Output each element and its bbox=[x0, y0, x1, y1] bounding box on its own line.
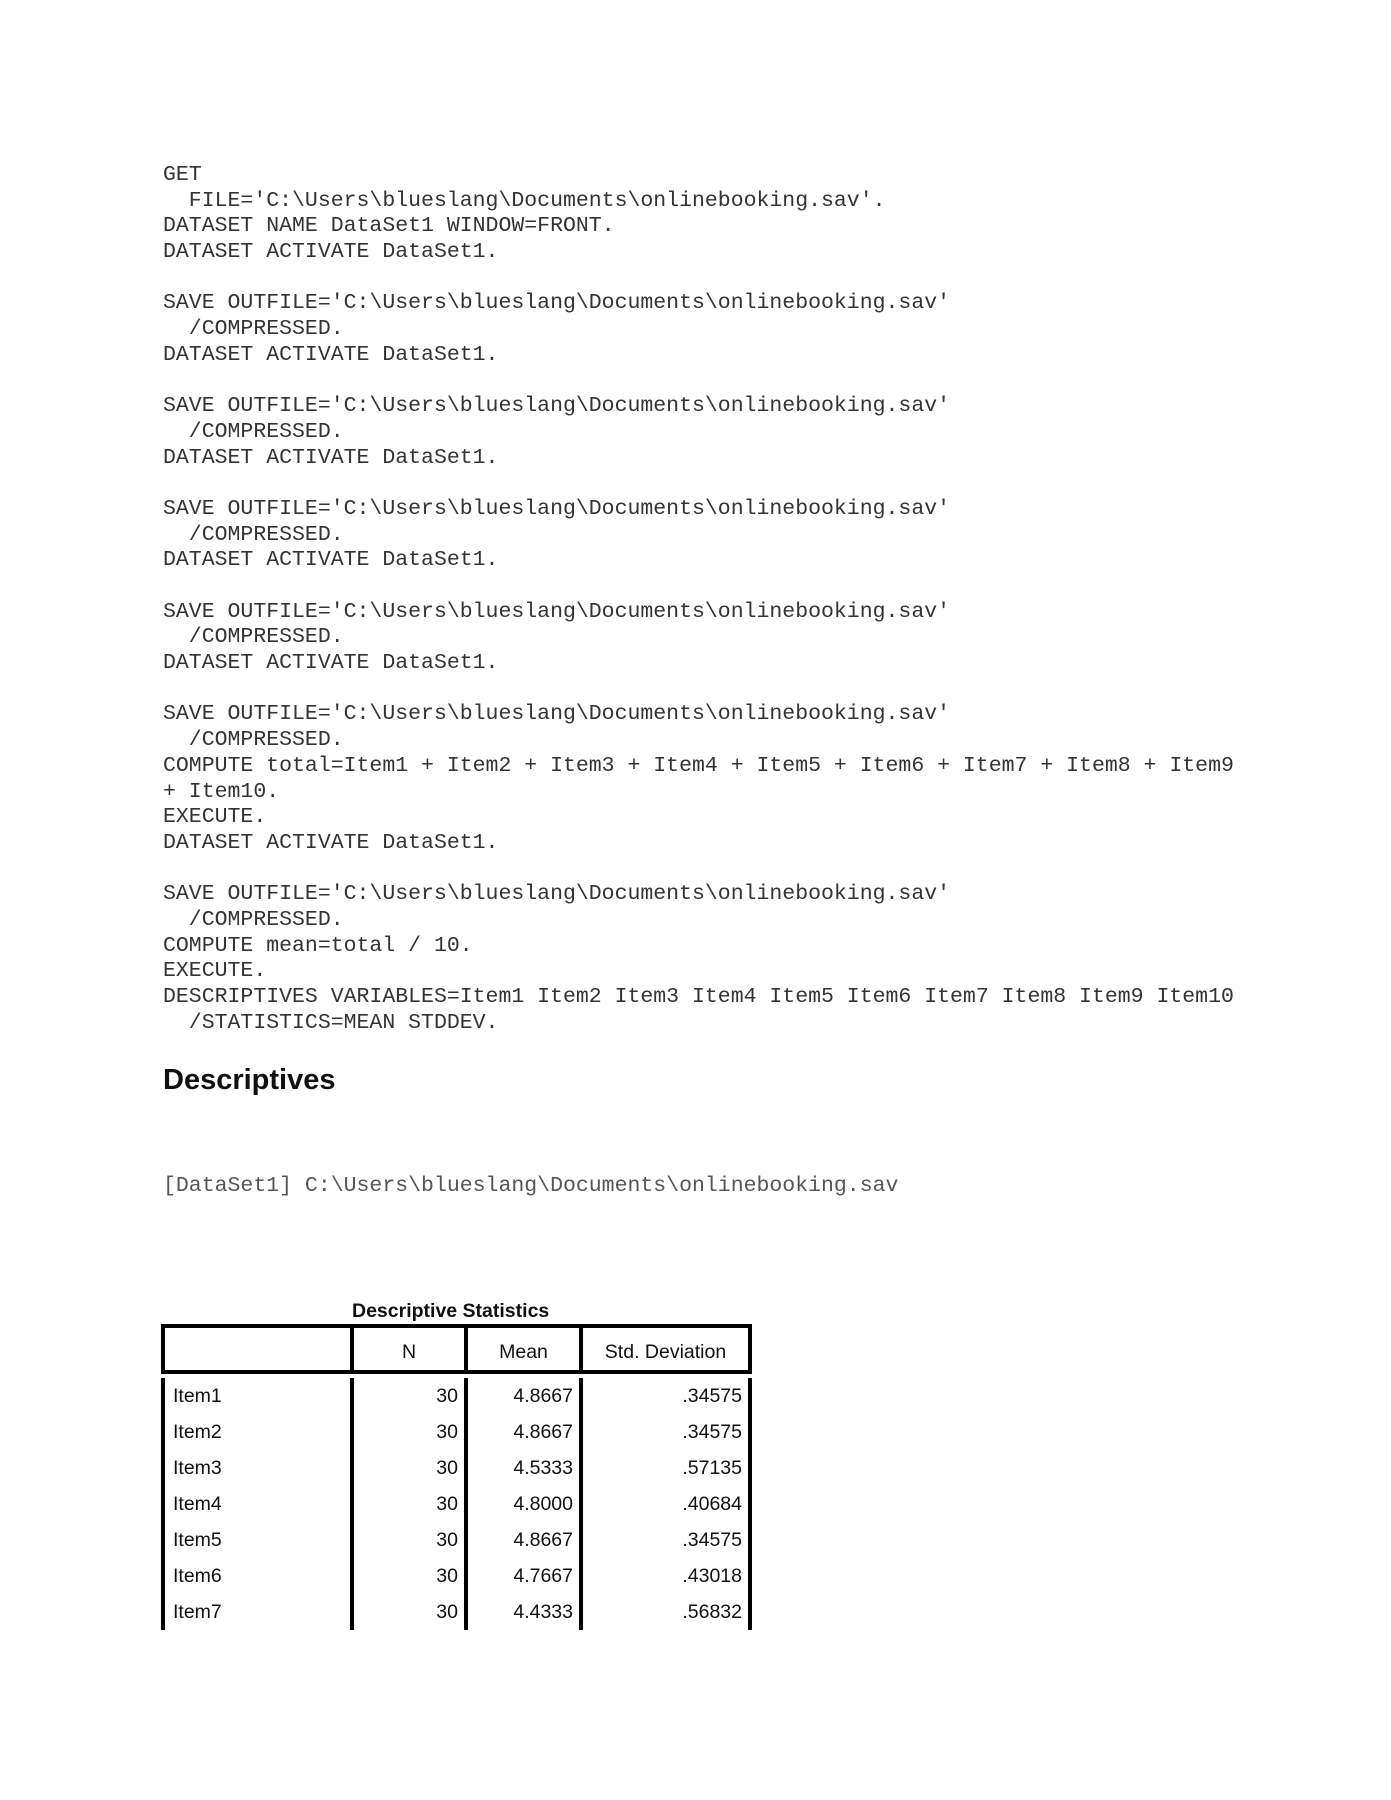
syntax-line: SAVE OUTFILE='C:\Users\blueslang\Documents\onlinebooking.sav' bbox=[163, 291, 951, 316]
syntax-line: DATASET ACTIVATE DataSet1. bbox=[163, 445, 499, 470]
table-cell: Item2 bbox=[161, 1414, 354, 1450]
table-cell: Item6 bbox=[161, 1558, 354, 1594]
column-header bbox=[161, 1328, 354, 1370]
syntax-line: COMPUTE mean=total / 10. bbox=[163, 933, 473, 958]
table-cell: Item4 bbox=[161, 1486, 354, 1522]
syntax-line: /COMPRESSED. bbox=[163, 419, 344, 444]
table-cell: Item7 bbox=[161, 1594, 354, 1630]
table-cell: 4.8667 bbox=[468, 1414, 583, 1450]
column-header: Std. Deviation bbox=[583, 1328, 752, 1370]
blank-line bbox=[163, 471, 1343, 497]
syntax-line: + Item10. bbox=[163, 779, 280, 804]
table-cell: 30 bbox=[354, 1450, 468, 1486]
table-cell: 4.4333 bbox=[468, 1594, 583, 1630]
syntax-line: DATASET ACTIVATE DataSet1. bbox=[163, 830, 499, 855]
syntax-line: DATASET ACTIVATE DataSet1. bbox=[163, 548, 499, 573]
table-header-row bbox=[161, 1324, 752, 1370]
syntax-line: SAVE OUTFILE='C:\Users\blueslang\Documents\onlinebooking.sav' bbox=[163, 599, 951, 624]
table-cell: 30 bbox=[354, 1522, 468, 1558]
syntax-line: /STATISTICS=MEAN STDDEV. bbox=[163, 1010, 499, 1035]
table-cell: 4.8667 bbox=[468, 1378, 583, 1414]
syntax-log bbox=[163, 163, 1343, 1036]
table-row bbox=[161, 1522, 752, 1558]
section-heading: Descriptives bbox=[163, 1064, 336, 1096]
table-cell: Item1 bbox=[161, 1378, 354, 1414]
table-cell: .34575 bbox=[583, 1414, 752, 1450]
table-row bbox=[161, 1450, 752, 1486]
table-row bbox=[161, 1594, 752, 1630]
blank-line bbox=[163, 369, 1343, 395]
table-cell: 4.8000 bbox=[468, 1486, 583, 1522]
header-divider bbox=[161, 1370, 752, 1374]
syntax-line: DATASET ACTIVATE DataSet1. bbox=[163, 240, 499, 265]
table-row bbox=[161, 1378, 752, 1414]
table-cell: .34575 bbox=[583, 1378, 752, 1414]
syntax-line: DESCRIPTIVES VARIABLES=Item1 Item2 Item3 Item4 Item5 Item6 Item7 Item8 Item9 Item10 bbox=[163, 985, 1234, 1009]
table-cell: .34575 bbox=[583, 1522, 752, 1558]
syntax-line: /COMPRESSED. bbox=[163, 522, 344, 547]
table-cell: Item3 bbox=[161, 1450, 354, 1486]
table-cell: 4.8667 bbox=[468, 1522, 583, 1558]
syntax-line: COMPUTE total=Item1 + Item2 + Item3 + Item4 + Item5 + Item6 + Item7 + Item8 + Item9 bbox=[163, 753, 1234, 778]
table-cell: 30 bbox=[354, 1378, 468, 1414]
table-cell: .56832 bbox=[583, 1594, 752, 1630]
syntax-line: SAVE OUTFILE='C:\Users\blueslang\Documents\onlinebooking.sav' bbox=[163, 496, 951, 521]
blank-line bbox=[163, 266, 1343, 292]
table-cell: 4.7667 bbox=[468, 1558, 583, 1594]
syntax-line: /COMPRESSED. bbox=[163, 317, 344, 342]
syntax-line: SAVE OUTFILE='C:\Users\blueslang\Documents\onlinebooking.sav' bbox=[163, 702, 951, 727]
column-header: N bbox=[354, 1328, 468, 1370]
syntax-line: DATASET ACTIVATE DataSet1. bbox=[163, 342, 499, 367]
syntax-line: SAVE OUTFILE='C:\Users\blueslang\Documents\onlinebooking.sav' bbox=[163, 394, 951, 419]
table-row bbox=[161, 1486, 752, 1522]
table-cell: 30 bbox=[354, 1594, 468, 1630]
column-header: Mean bbox=[468, 1328, 583, 1370]
table-title: Descriptive Statistics bbox=[352, 1300, 550, 1322]
blank-line bbox=[163, 574, 1343, 600]
syntax-line: EXECUTE. bbox=[163, 805, 267, 830]
syntax-line: EXECUTE. bbox=[163, 959, 267, 984]
syntax-line: DATASET ACTIVATE DataSet1. bbox=[163, 651, 499, 676]
descriptive-statistics-table bbox=[161, 1324, 752, 1630]
syntax-line: GET bbox=[163, 163, 202, 187]
syntax-line: DATASET NAME DataSet1 WINDOW=FRONT. bbox=[163, 214, 615, 239]
table-cell: .43018 bbox=[583, 1558, 752, 1594]
blank-line bbox=[163, 677, 1343, 703]
blank-line bbox=[163, 857, 1343, 883]
syntax-line: /COMPRESSED. bbox=[163, 728, 344, 753]
syntax-line: FILE='C:\Users\blueslang\Documents\onlinebooking.sav'. bbox=[163, 188, 886, 213]
table-cell: .40684 bbox=[583, 1486, 752, 1522]
table-cell: 30 bbox=[354, 1414, 468, 1450]
syntax-line: /COMPRESSED. bbox=[163, 907, 344, 932]
table-cell: .57135 bbox=[583, 1450, 752, 1486]
table-row bbox=[161, 1414, 752, 1450]
dataset-path: [DataSet1] C:\Users\blueslang\Documents\onlinebooking.sav bbox=[163, 1174, 899, 1198]
table-cell: 30 bbox=[354, 1486, 468, 1522]
table-cell: 30 bbox=[354, 1558, 468, 1594]
table-row bbox=[161, 1558, 752, 1594]
table-cell: 4.5333 bbox=[468, 1450, 583, 1486]
syntax-line: SAVE OUTFILE='C:\Users\blueslang\Documents\onlinebooking.sav' bbox=[163, 882, 951, 907]
table-cell: Item5 bbox=[161, 1522, 354, 1558]
syntax-line: /COMPRESSED. bbox=[163, 625, 344, 650]
